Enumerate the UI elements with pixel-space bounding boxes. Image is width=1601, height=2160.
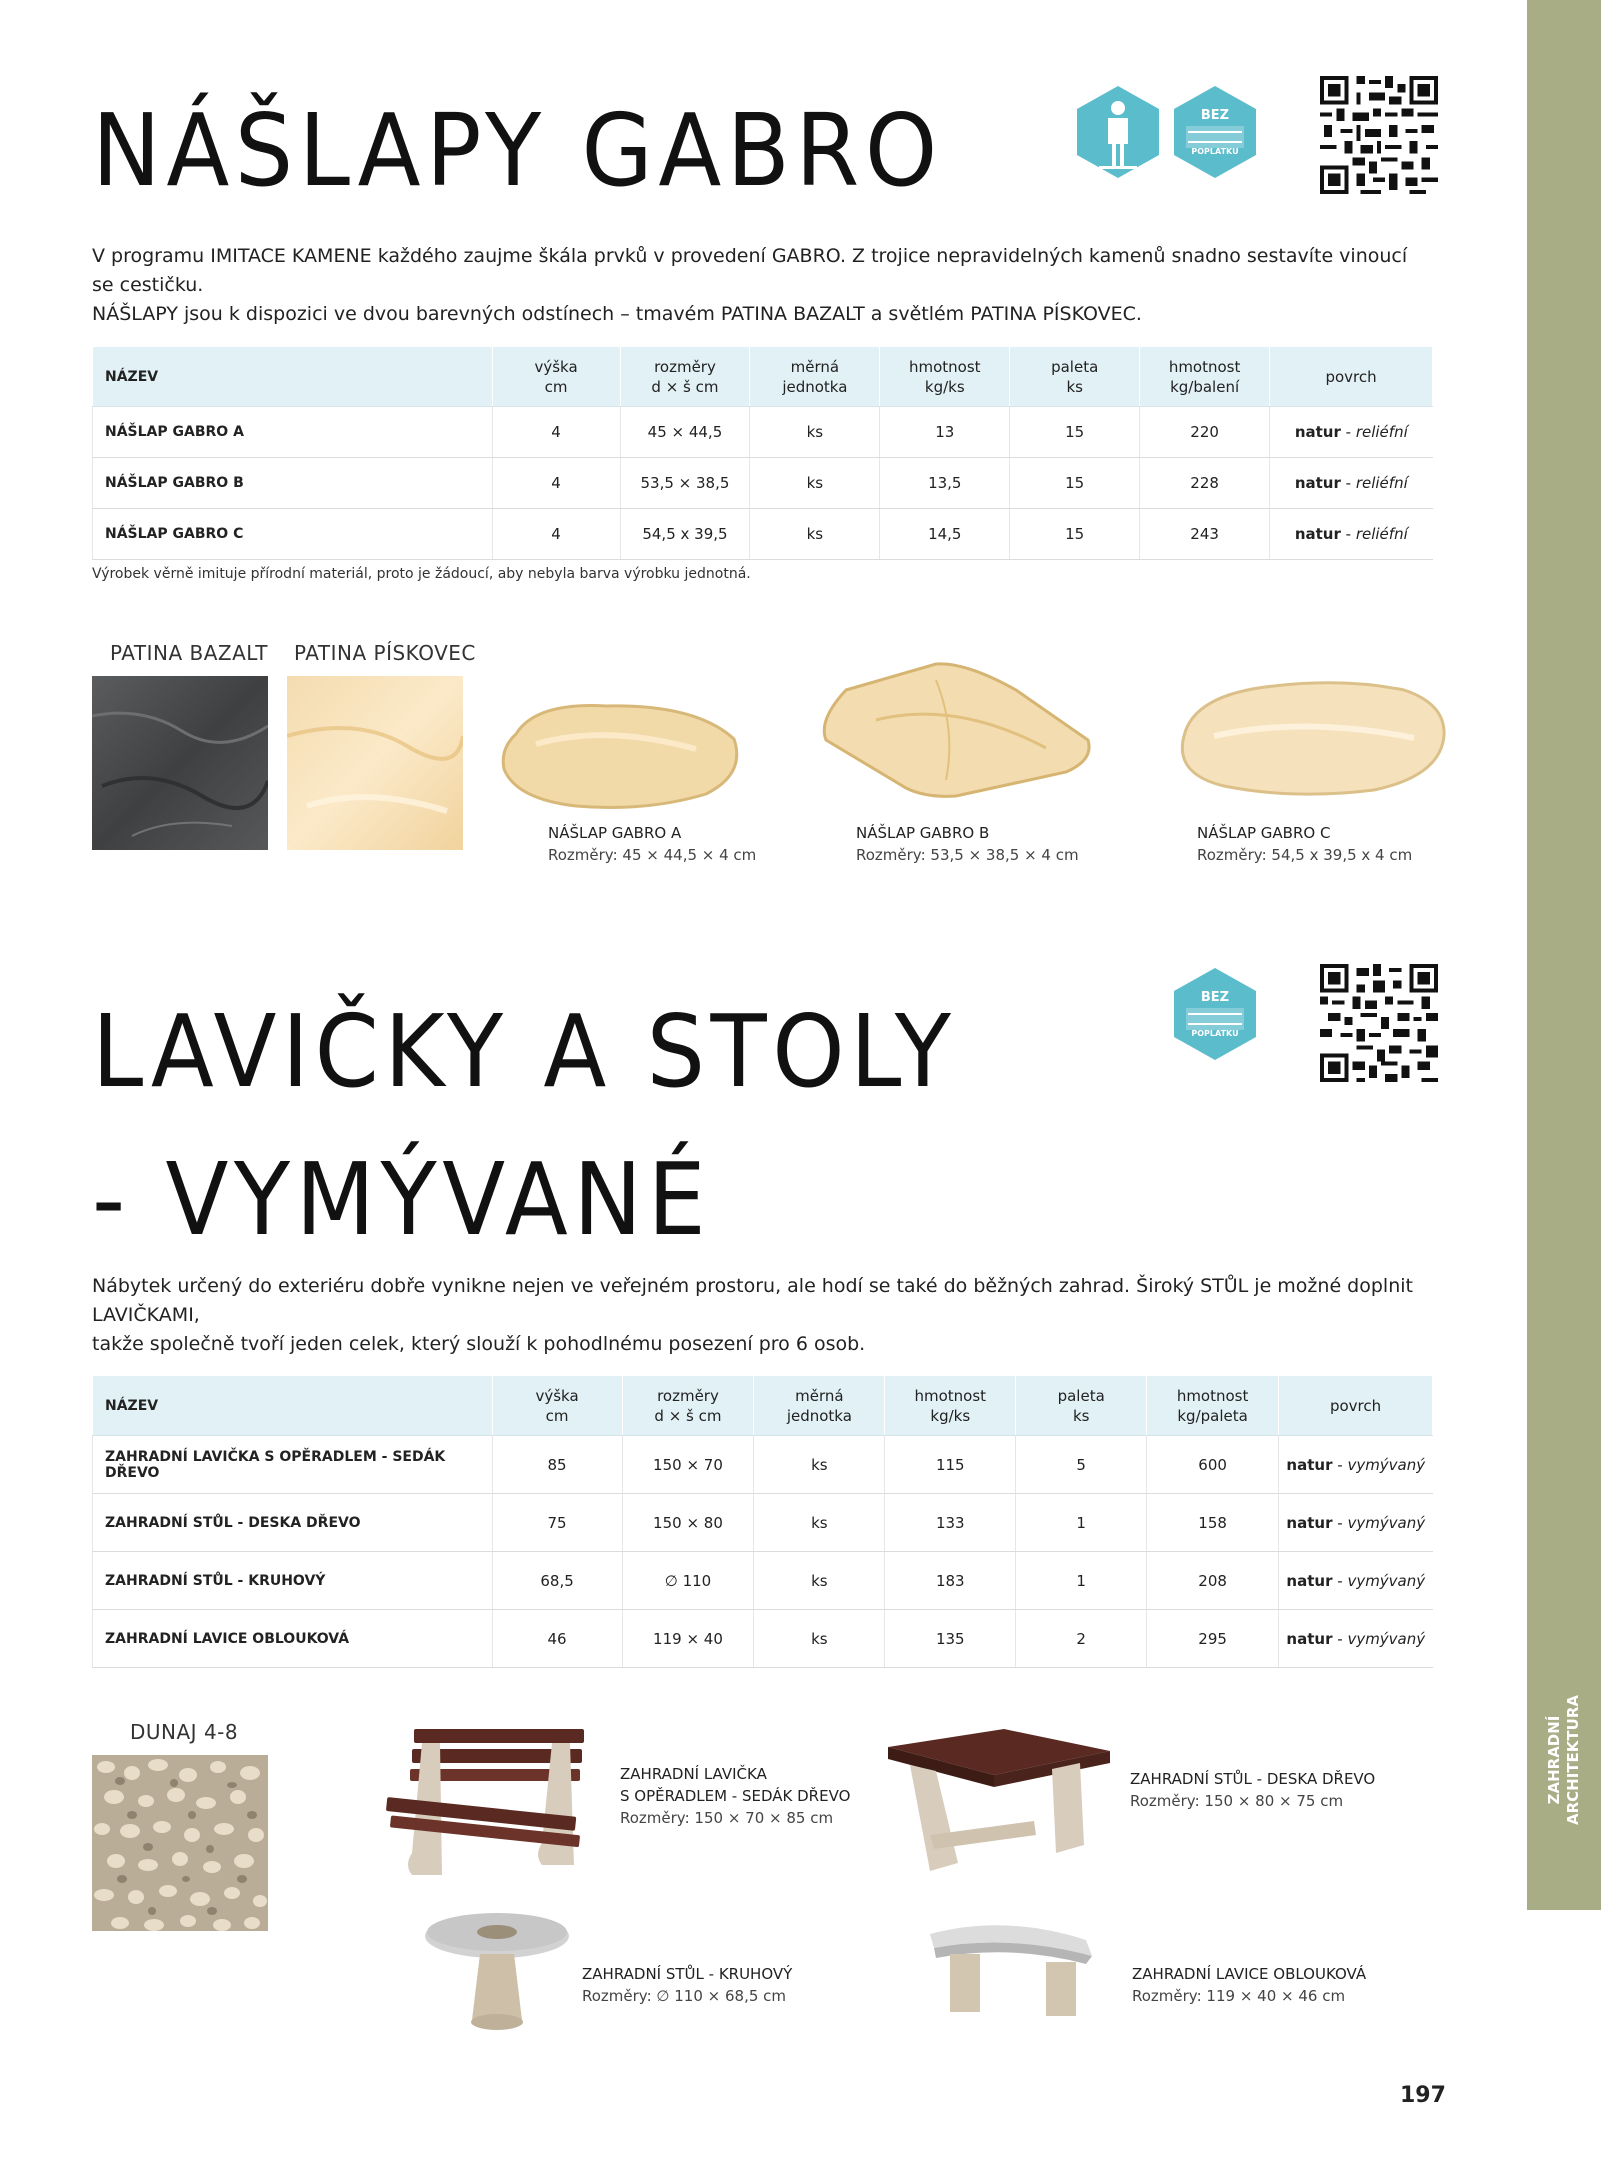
table-row bbox=[93, 1494, 1433, 1552]
cell-povrch: natur - reliéfní bbox=[1270, 509, 1433, 560]
side-tab-line2: ARCHITEKTURA bbox=[1564, 1695, 1582, 1825]
cell-vyska: 4 bbox=[492, 407, 620, 458]
cell-rozmery: 54,5 x 39,5 bbox=[620, 509, 750, 560]
product-dims: Rozměry: ∅ 110 × 68,5 cm bbox=[582, 1987, 787, 2005]
product-dims: Rozměry: 54,5 x 39,5 x 4 cm bbox=[1197, 846, 1413, 864]
swatch-label-piskovec: PATINA PÍSKOVEC bbox=[294, 641, 476, 665]
table-row bbox=[93, 407, 1433, 458]
cell-vyska: 4 bbox=[492, 458, 620, 509]
swatch-dunaj bbox=[92, 1755, 268, 1931]
header-hmotnost: hmotnost kg/ks bbox=[885, 1376, 1016, 1436]
furniture-spec-table bbox=[92, 1375, 1433, 1668]
cell-paleta: 2 bbox=[1016, 1610, 1147, 1668]
table-row bbox=[93, 1436, 1433, 1494]
bench-backrest-image bbox=[382, 1725, 602, 1880]
cell-hmotnost-pal: 208 bbox=[1147, 1552, 1279, 1610]
table-header-row bbox=[93, 1376, 1433, 1436]
qr-code-icon[interactable] bbox=[1320, 76, 1438, 194]
product-dims: Rozměry: 53,5 × 38,5 × 4 cm bbox=[856, 846, 1079, 864]
header-hmotnost: hmotnost kg/ks bbox=[880, 347, 1010, 407]
section2-title bbox=[92, 978, 956, 1274]
product-dims: Rozměry: 119 × 40 × 46 cm bbox=[1132, 1987, 1346, 2005]
product-name: ZAHRADNÍ STŮL - KRUHOVÝ bbox=[582, 1965, 793, 1983]
section2-title-line2: - VYMÝVANÉ bbox=[92, 1141, 712, 1258]
header-hmotnost-baleni: hmotnost kg/balení bbox=[1140, 347, 1270, 407]
naslap-b-image bbox=[816, 660, 1098, 800]
cell-merna: ks bbox=[750, 407, 880, 458]
table-wood-caption bbox=[1130, 1768, 1375, 1812]
naslap-c-image bbox=[1164, 676, 1448, 800]
product-name-line1: ZAHRADNÍ LAVIČKA bbox=[620, 1765, 767, 1783]
header-name: NÁZEV bbox=[93, 347, 493, 407]
cell-paleta: 15 bbox=[1010, 458, 1140, 509]
product-name-line2: S OPĚRADLEM - SEDÁK DŘEVO bbox=[620, 1787, 851, 1805]
cell-name: ZAHRADNÍ LAVIČKA S OPĚRADLEM - SEDÁK DŘEVO bbox=[93, 1436, 493, 1494]
product-dims: Rozměry: 150 × 70 × 85 cm bbox=[620, 1809, 834, 1827]
header-vyska: výška cm bbox=[492, 347, 620, 407]
cell-merna: ks bbox=[754, 1610, 885, 1668]
cell-hmotnost: 14,5 bbox=[880, 509, 1010, 560]
section2-intro bbox=[92, 1272, 1452, 1359]
no-fee-badge-icon bbox=[1172, 966, 1258, 1062]
product-name: NÁŠLAP GABRO C bbox=[1197, 824, 1331, 842]
header-name: NÁZEV bbox=[93, 1376, 493, 1436]
cell-merna: ks bbox=[750, 458, 880, 509]
naslap-a-caption bbox=[548, 822, 756, 866]
header-povrch: povrch bbox=[1279, 1376, 1433, 1436]
cell-povrch: natur - reliéfní bbox=[1270, 458, 1433, 509]
header-paleta: paleta ks bbox=[1016, 1376, 1147, 1436]
naslap-a-image bbox=[496, 694, 746, 814]
cell-hmotnost-bal: 228 bbox=[1140, 458, 1270, 509]
cell-povrch: natur - vymývaný bbox=[1279, 1494, 1433, 1552]
cell-rozmery: 119 × 40 bbox=[622, 1610, 754, 1668]
gabro-spec-table bbox=[92, 346, 1433, 560]
cell-rozmery: ∅ 110 bbox=[622, 1552, 754, 1610]
cell-paleta: 15 bbox=[1010, 407, 1140, 458]
cell-merna: ks bbox=[754, 1494, 885, 1552]
cell-name: NÁŠLAP GABRO A bbox=[93, 407, 493, 458]
material-note: Výrobek věrně imituje přírodní materiál, proto je žádoucí, aby nebyla barva výrobku jednotná. bbox=[92, 566, 751, 582]
cell-rozmery: 150 × 70 bbox=[622, 1436, 754, 1494]
table-row bbox=[93, 458, 1433, 509]
header-hmotnost-paleta: hmotnost kg/paleta bbox=[1147, 1376, 1279, 1436]
cell-merna: ks bbox=[750, 509, 880, 560]
cell-hmotnost-pal: 600 bbox=[1147, 1436, 1279, 1494]
table-row bbox=[93, 509, 1433, 560]
cell-rozmery: 150 × 80 bbox=[622, 1494, 754, 1552]
cell-merna: ks bbox=[754, 1552, 885, 1610]
arched-bench-image bbox=[926, 1918, 1096, 2020]
cell-hmotnost: 183 bbox=[885, 1552, 1016, 1610]
cell-rozmery: 53,5 × 38,5 bbox=[620, 458, 750, 509]
cell-hmotnost-pal: 158 bbox=[1147, 1494, 1279, 1552]
cell-hmotnost: 13 bbox=[880, 407, 1010, 458]
cell-hmotnost-bal: 243 bbox=[1140, 509, 1270, 560]
round-table-caption bbox=[582, 1963, 792, 2007]
swatch-patina-bazalt bbox=[92, 676, 268, 850]
cell-name: ZAHRADNÍ STŮL - DESKA DŘEVO bbox=[93, 1494, 493, 1552]
cell-hmotnost: 115 bbox=[885, 1436, 1016, 1494]
cell-vyska: 68,5 bbox=[492, 1552, 622, 1610]
cell-name: ZAHRADNÍ STŮL - KRUHOVÝ bbox=[93, 1552, 493, 1610]
no-fee-badge-bez: BEZ bbox=[1200, 108, 1230, 123]
table-row bbox=[93, 1552, 1433, 1610]
header-povrch: povrch bbox=[1270, 347, 1433, 407]
header-merna: měrná jednotka bbox=[754, 1376, 885, 1436]
no-fee-badge-bez: BEZ bbox=[1200, 990, 1230, 1005]
pedestrian-badge-icon bbox=[1075, 84, 1161, 180]
round-table-image bbox=[422, 1910, 572, 2035]
cell-povrch: natur - vymývaný bbox=[1279, 1610, 1433, 1668]
cell-name: ZAHRADNÍ LAVICE OBLOUKOVÁ bbox=[93, 1610, 493, 1668]
naslap-c-caption bbox=[1197, 822, 1412, 866]
product-name: NÁŠLAP GABRO B bbox=[856, 824, 990, 842]
no-fee-badge-poplatku: POPLATKU bbox=[1191, 147, 1239, 156]
page-number: 197 bbox=[1400, 2083, 1446, 2108]
side-tab bbox=[1527, 0, 1601, 1910]
table-header-row bbox=[93, 347, 1433, 407]
header-paleta: paleta ks bbox=[1010, 347, 1140, 407]
section1-intro-line1: V programu IMITACE KAMENE každého zaujme škála prvků v provedení GABRO. Z trojice nepravidelných kamenů snadno sestavíte vinoucí se cestičku. bbox=[92, 245, 1408, 296]
cell-povrch: natur - reliéfní bbox=[1270, 407, 1433, 458]
product-name: ZAHRADNÍ STŮL - DESKA DŘEVO bbox=[1130, 1770, 1376, 1788]
table-wood-image bbox=[884, 1725, 1114, 1877]
section2-intro-line1: Nábytek určený do exteriéru dobře vynikne nejen ve veřejném prostoru, ale hodí se také do běžných zahrad. Široký STŮL je možné doplnit LAVIČKAMI, bbox=[92, 1275, 1413, 1326]
cell-vyska: 85 bbox=[492, 1436, 622, 1494]
cell-name: NÁŠLAP GABRO B bbox=[93, 458, 493, 509]
cell-hmotnost: 135 bbox=[885, 1610, 1016, 1668]
bench-backrest-caption bbox=[620, 1763, 850, 1829]
no-fee-badge-poplatku: POPLATKU bbox=[1191, 1029, 1239, 1038]
cell-povrch: natur - vymývaný bbox=[1279, 1552, 1433, 1610]
header-vyska: výška cm bbox=[492, 1376, 622, 1436]
swatch-label-dunaj: DUNAJ 4-8 bbox=[130, 1720, 239, 1744]
cell-hmotnost-bal: 220 bbox=[1140, 407, 1270, 458]
product-name: ZAHRADNÍ LAVICE OBLOUKOVÁ bbox=[1132, 1965, 1367, 1983]
cell-vyska: 4 bbox=[492, 509, 620, 560]
cell-povrch: natur - vymývaný bbox=[1279, 1436, 1433, 1494]
product-name: NÁŠLAP GABRO A bbox=[548, 824, 682, 842]
side-tab-line1: ZAHRADNÍ bbox=[1545, 1715, 1563, 1805]
swatch-patina-piskovec bbox=[287, 676, 463, 850]
cell-paleta: 1 bbox=[1016, 1494, 1147, 1552]
cell-paleta: 1 bbox=[1016, 1552, 1147, 1610]
cell-merna: ks bbox=[754, 1436, 885, 1494]
header-merna: měrná jednotka bbox=[750, 347, 880, 407]
section2-intro-line2: takže společně tvoří jeden celek, který slouží k pohodlnému posezení pro 6 osob. bbox=[92, 1333, 866, 1355]
header-rozmery: rozměry d × š cm bbox=[620, 347, 750, 407]
product-dims: Rozměry: 45 × 44,5 × 4 cm bbox=[548, 846, 757, 864]
section1-intro bbox=[92, 242, 1432, 329]
cell-hmotnost-pal: 295 bbox=[1147, 1610, 1279, 1668]
arched-bench-caption bbox=[1132, 1963, 1366, 2007]
cell-hmotnost: 133 bbox=[885, 1494, 1016, 1552]
cell-vyska: 75 bbox=[492, 1494, 622, 1552]
header-rozmery: rozměry d × š cm bbox=[622, 1376, 754, 1436]
side-tab-label bbox=[1527, 1695, 1601, 1825]
cell-vyska: 46 bbox=[492, 1610, 622, 1668]
naslap-b-caption bbox=[856, 822, 1079, 866]
section1-title: NÁŠLAPY GABRO bbox=[92, 92, 943, 209]
swatch-label-bazalt: PATINA BAZALT bbox=[110, 641, 268, 665]
product-dims: Rozměry: 150 × 80 × 75 cm bbox=[1130, 1792, 1344, 1810]
no-fee-badge-icon bbox=[1172, 84, 1258, 180]
table-row bbox=[93, 1610, 1433, 1668]
cell-rozmery: 45 × 44,5 bbox=[620, 407, 750, 458]
cell-name: NÁŠLAP GABRO C bbox=[93, 509, 493, 560]
cell-paleta: 5 bbox=[1016, 1436, 1147, 1494]
section2-title-line1: LAVIČKY A STOLY bbox=[92, 993, 957, 1110]
cell-paleta: 15 bbox=[1010, 509, 1140, 560]
cell-hmotnost: 13,5 bbox=[880, 458, 1010, 509]
section1-intro-line2: NÁŠLAPY jsou k dispozici ve dvou barevných odstínech – tmavém PATINA BAZALT a světlém PATINA PÍSKOVEC. bbox=[92, 303, 1142, 325]
qr-code-icon[interactable] bbox=[1320, 964, 1438, 1082]
